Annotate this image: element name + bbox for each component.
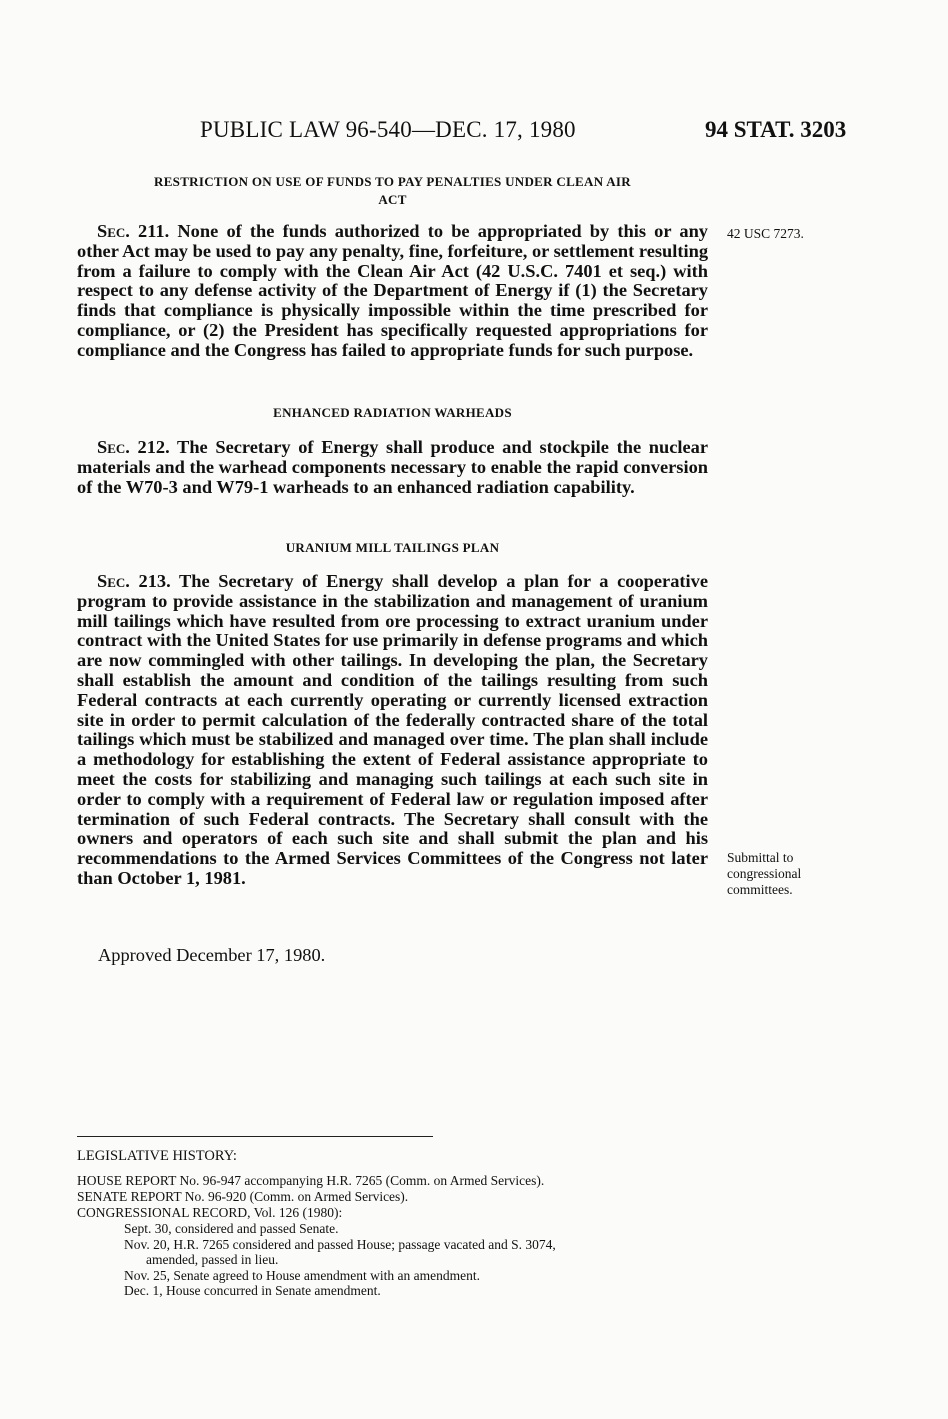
- record-entry: Sept. 30, considered and passed Senate.: [124, 1221, 339, 1236]
- section-heading-213: URANIUM MILL TAILINGS PLAN: [285, 540, 500, 555]
- section-label: Sec. 212.: [97, 437, 170, 457]
- section-label: Sec. 213.: [97, 571, 171, 591]
- margin-note-usc: 42 USC 7273.: [727, 226, 804, 241]
- record-entry: amended, passed in lieu.: [146, 1252, 279, 1267]
- section-heading-211: [77, 174, 708, 208]
- senate-report: SENATE REPORT No. 96-920 (Comm. on Armed Services).: [77, 1189, 409, 1204]
- margin-note-line: committees.: [727, 882, 793, 897]
- legislative-history-title: LEGISLATIVE HISTORY:: [77, 1148, 237, 1164]
- section-213-text: [77, 572, 708, 889]
- divider-rule: [77, 1136, 433, 1137]
- house-report: HOUSE REPORT No. 96-947 accompanying H.R. 7265 (Comm. on Armed Services).: [77, 1173, 545, 1188]
- section-label: Sec. 211.: [97, 221, 170, 241]
- record-entry: Nov. 20, H.R. 7265 considered and passed House; passage vacated and S. 3074,: [124, 1236, 556, 1252]
- congressional-record: CONGRESSIONAL RECORD, Vol. 126 (1980):: [77, 1205, 343, 1220]
- margin-note-line: Submittal to: [727, 850, 794, 865]
- heading-line: ACT: [378, 192, 407, 207]
- margin-note-line: congressional: [727, 866, 802, 881]
- section-body: None of the funds authorized to be appropriated by this or any other Act may be used to pay any penalty, fine, forfeiture, or settlement resulting from a failure to comply with the Clean Air Act (42 U.S.C. 7401 et seq.) with respect to any defense activity of the Department of Energy if (1) the Secretary finds that compliance is physically impossible within the time prescribed for compliance, or (2) the President has specifically requested appropriations for compliance and the Congress has failed to appropriate funds for such purpose.: [77, 221, 709, 360]
- record-entry: Dec. 1, House concurred in Senate amendment.: [124, 1283, 381, 1298]
- approval-date: Approved December 17, 1980.: [98, 945, 326, 965]
- section-body: The Secretary of Energy shall produce and stockpile the nuclear materials and the warhead components necessary to enable the rapid conversion of the W70-3 and W79-1 warheads to an enhanced radiation capability.: [77, 437, 709, 497]
- running-header-law: PUBLIC LAW 96-540—DEC. 17, 1980: [200, 117, 576, 142]
- section-body: The Secretary of Energy shall develop a plan for a cooperative program to provide assistance in the stabilization and management of uranium mill tailings which have resulted from ore processing to extract uranium under contract with the United States for use primarily in defense programs and which are now commingled with other tailings. In developing the plan, the Secretary shall establish the amount and condition of the tailings resulting from such Federal contracts at each currently operating or currently licensed extraction site in order to permit calculation of the federally contracted share of the total tailings which must be stabilized and managed over time. The plan shall include a methodology for establishing the extent of Federal assistance appropriate to meet the costs for stabilizing and managing such tailings at each such site in order to comply with a requirement of Federal law or regulation imposed after termination of such Federal contracts. The Secretary shall consult with the owners and operators of each such site and shall submit the plan and his recommendations to the Armed Services Committees of the Congress not later than October 1, 1981.: [77, 571, 709, 888]
- congressional-record-entries: [124, 1221, 714, 1299]
- running-header-stat-page: 94 STAT. 3203: [705, 117, 847, 142]
- heading-line: RESTRICTION ON USE OF FUNDS TO PAY PENALTIES UNDER CLEAN AIR: [154, 174, 631, 189]
- section-211-text: [77, 222, 708, 361]
- record-entry: Nov. 25, Senate agreed to House amendment with an amendment.: [124, 1267, 481, 1283]
- margin-note-submittal: [727, 850, 801, 898]
- section-212-text: [77, 438, 708, 497]
- section-heading-212: ENHANCED RADIATION WARHEADS: [273, 405, 512, 420]
